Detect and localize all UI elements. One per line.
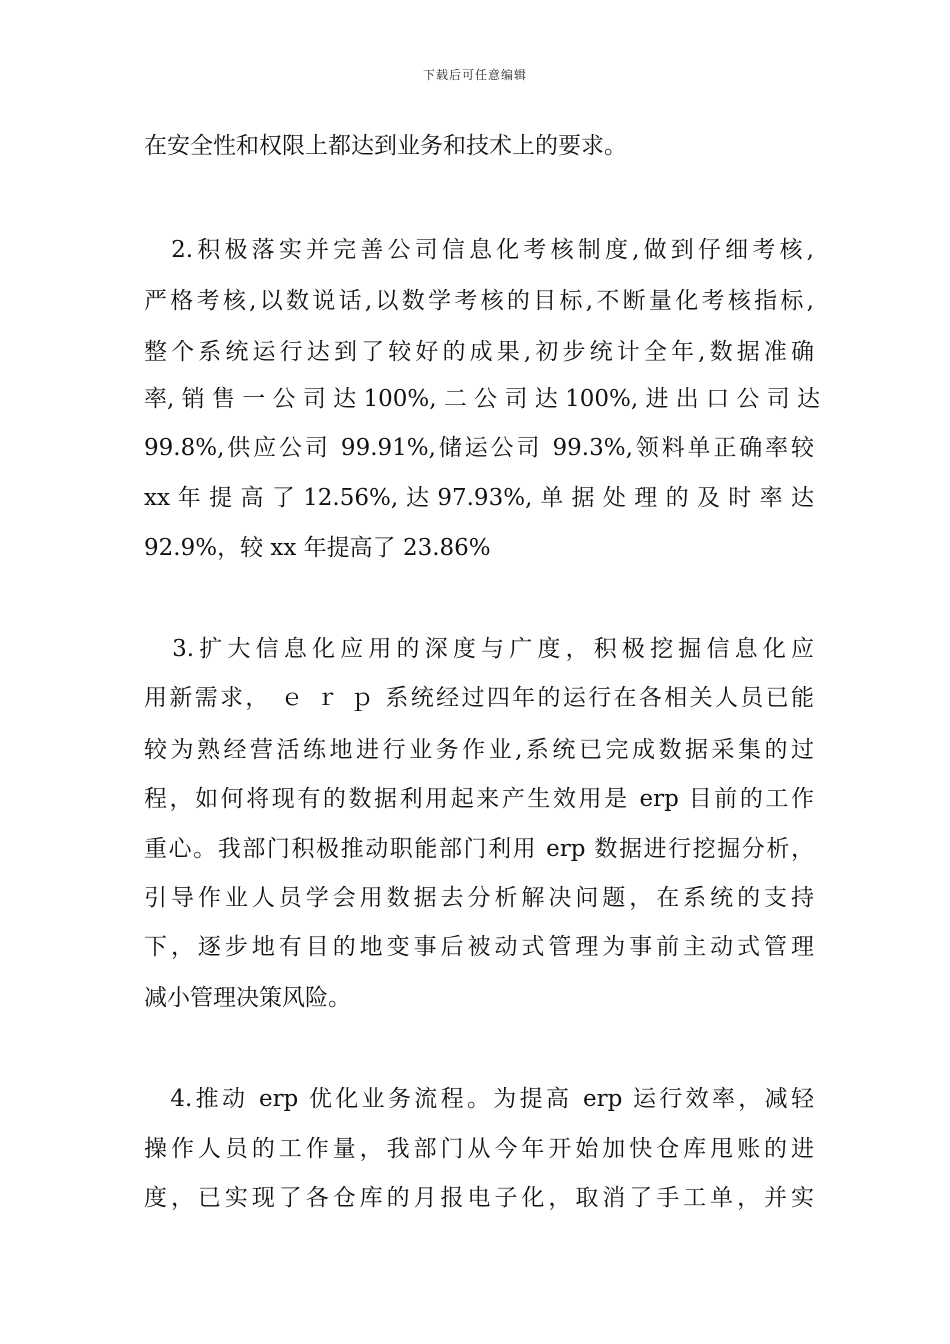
text-line: 较为熟经营活练地进行业务作业,系统已完成数据采集的过	[144, 737, 814, 763]
text-line: 在安全性和权限上都达到业务和技术上的要求。	[144, 133, 627, 159]
paragraph-3-line-1: 3.扩大信息化应用的深度与广度，积极挖掘信息化应	[144, 636, 814, 662]
text-line: 整个系统运行达到了较好的成果,初步统计全年,数据准确	[144, 339, 814, 365]
page-header: 下载后可任意编辑	[422, 68, 527, 82]
text-line: 用新需求， ｅ ｒ ｐ 系统经过四年的运行在各相关人员已能	[144, 685, 814, 711]
text-line: 99.8%,供应公司 99.91%,储运公司 99.3%,领料单正确率较	[144, 435, 814, 461]
text-line: 重心。我部门积极推动职能部门利用 erp 数据进行挖掘分析，	[144, 836, 814, 862]
text-line: 减小管理决策风险。	[144, 985, 351, 1011]
text-line: 程，如何将现有的数据利用起来产生效用是 erp 目前的工作	[144, 786, 814, 812]
text-line: 严格考核,以数说话,以数学考核的目标,不断量化考核指标,	[144, 288, 814, 314]
paragraph-2-line-1: 2.积极落实并完善公司信息化考核制度,做到仔细考核,	[144, 237, 814, 263]
text-line: 92.9%，较 xx 年提高了 23.86%	[144, 535, 491, 561]
text-line: 引导作业人员学会用数据去分析解决问题，在系统的支持	[144, 885, 814, 911]
text-line: 度，已实现了各仓库的月报电子化，取消了手工单，并实	[144, 1185, 814, 1211]
paragraph-4-line-1: 4.推动 erp 优化业务流程。为提高 erp 运行效率，减轻	[144, 1086, 814, 1112]
text-line: 下，逐步地有目的地变事后被动式管理为事前主动式管理	[144, 934, 814, 960]
text-line: 率, 销 售 一 公 司 达 100%, 二 公 司 达 100%, 进 出 口 公 司 达	[144, 386, 821, 412]
text-line: 操作人员的工作量，我部门从今年开始加快仓库甩账的进	[144, 1136, 814, 1162]
text-line: xx 年 提 高 了 12.56%, 达 97.93%, 单 据 处 理 的 及 时 率 达	[144, 485, 814, 511]
